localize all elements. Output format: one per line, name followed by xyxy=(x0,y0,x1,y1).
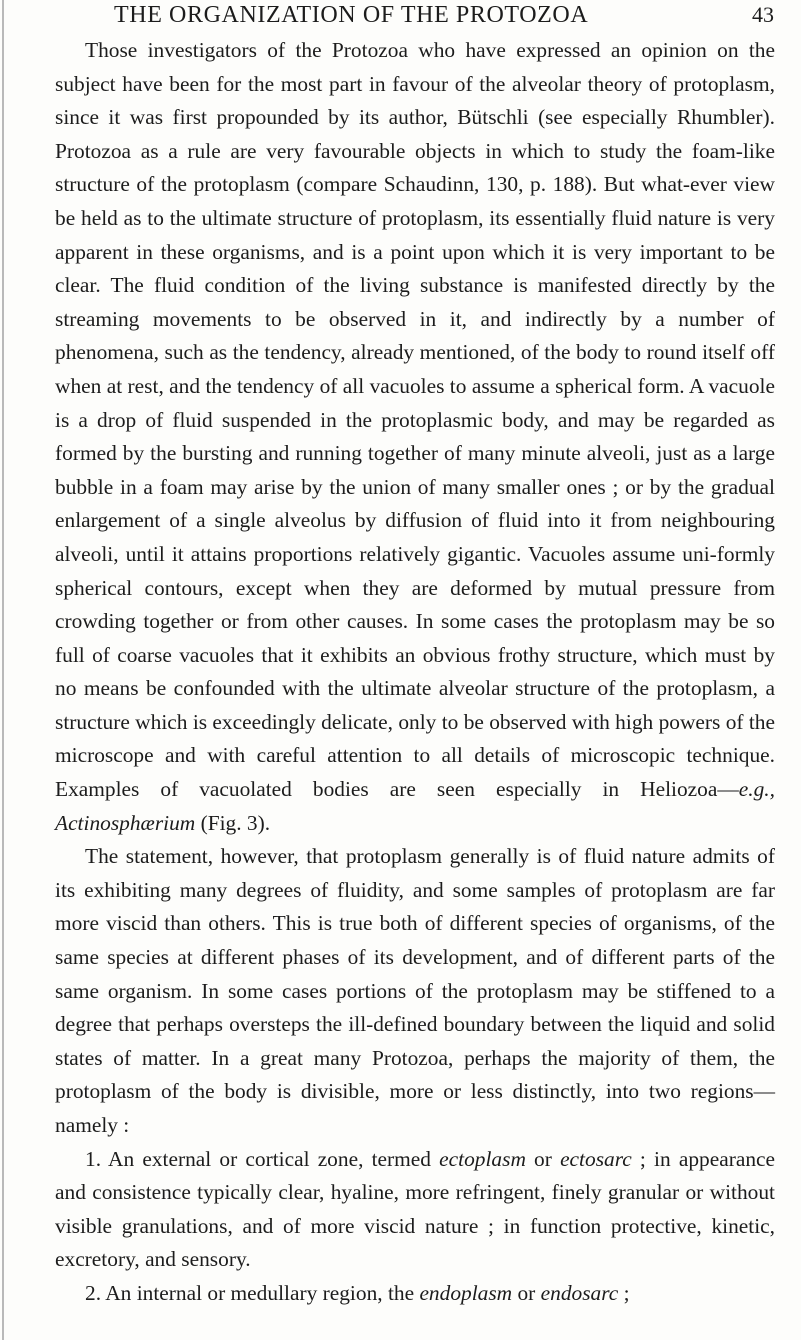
term-endosarc: endosarc xyxy=(540,1280,619,1305)
list-text: ; xyxy=(618,1280,630,1305)
running-title: THE ORGANIZATION OF THE PROTOZOA xyxy=(114,2,589,28)
paragraph-fluidity xyxy=(55,840,775,1142)
paragraph-alveolar-theory xyxy=(55,34,775,840)
list-item-endoplasm xyxy=(55,1277,775,1311)
list-text: ; in appearance and consistence typically clear, hyaline, more refringent, finely granular or without visible granulations, and of more viscid nature ; in function protective, kinetic, excretory, and sensory. xyxy=(55,1146,776,1272)
figure-reference: (Fig. 3). xyxy=(195,810,271,835)
paragraph-text: Those investigators of the Protozoa who have expressed an opinion on the subject have been for the most part in favour of the alveolar theory of protoplasm, since it was first propounded by its author, Bütschli (see especially Rhumbler). Protozoa as a rule are very favourable objects in which to study the foam-like structure of the protoplasm (compare Schaudinn, 130, p. 188). But what-ever view be held as to the ultimate structure of protoplasm, its essentially fluid nature is very apparent in these organisms, and is a point upon which it is very important to be clear. The fluid condition of the living substance is manifested directly by the streaming movements to be observed in it, and indirectly by a number of phenomena, such as the tendency, already mentioned, of the body to round itself off when at rest, and the tendency of all vacuoles to assume a spherical form. A vacuole is a drop of fluid suspended in the protoplasmic body, and may be regarded as formed by the bursting and running together of many minute alveoli, just as a large bubble in a foam may arise by the union of many smaller ones ; or by the gradual enlargement of a single alveolus by diffusion of fluid into it from neighbouring alveoli, until it attains proportions relatively gigantic. Vacuoles assume uni-formly spherical contours, except when they are deformed by mutual pressure from crowding together or from other causes. In some cases the protoplasm may be so full of coarse vacuoles that it exhibits an obvious frothy structure, which must by no means be confounded with the ultimate alveolar structure of the protoplasm, a structure which is exceedingly delicate, only to be observed with high powers of the microscope and with careful attention to all details of microscopic technique. Examples of vacuolated bodies are seen especially in Heliozoa— xyxy=(55,38,775,802)
list-text: 1. An external or cortical zone, termed xyxy=(85,1146,440,1171)
list-item-ectoplasm xyxy=(55,1143,775,1277)
paragraph-text: The statement, however, that protoplasm generally is of fluid nature admits of its exhibiting many degrees of fluidity, and some samples of protoplasm are far more viscid than others. This is true both of different species of organisms, of the same species at different phases of its development, and of different parts of the same organism. In some cases portions of the protoplasm may be stiffened to a degree that perhaps oversteps the ill-defined boundary between the liquid and solid states of matter. In a great many Protozoa, perhaps the majority of them, the protoplasm of the body is divisible, more or less distinctly, into two regions— namely : xyxy=(55,844,775,1137)
page-edge-rule xyxy=(2,0,4,1340)
page-header xyxy=(114,2,774,32)
term-endoplasm: endoplasm xyxy=(419,1280,513,1305)
genus-name: Actinosphærium xyxy=(55,810,196,835)
term-ectosarc: ectosarc xyxy=(560,1146,632,1171)
body-text xyxy=(55,34,775,1311)
page-number: 43 xyxy=(752,2,774,27)
list-text: or xyxy=(512,1280,541,1305)
list-text: or xyxy=(525,1146,561,1171)
list-text: 2. An internal or medullary region, the xyxy=(85,1280,420,1305)
example-abbrev: e.g., xyxy=(738,777,775,802)
term-ectoplasm: ectoplasm xyxy=(439,1146,526,1171)
